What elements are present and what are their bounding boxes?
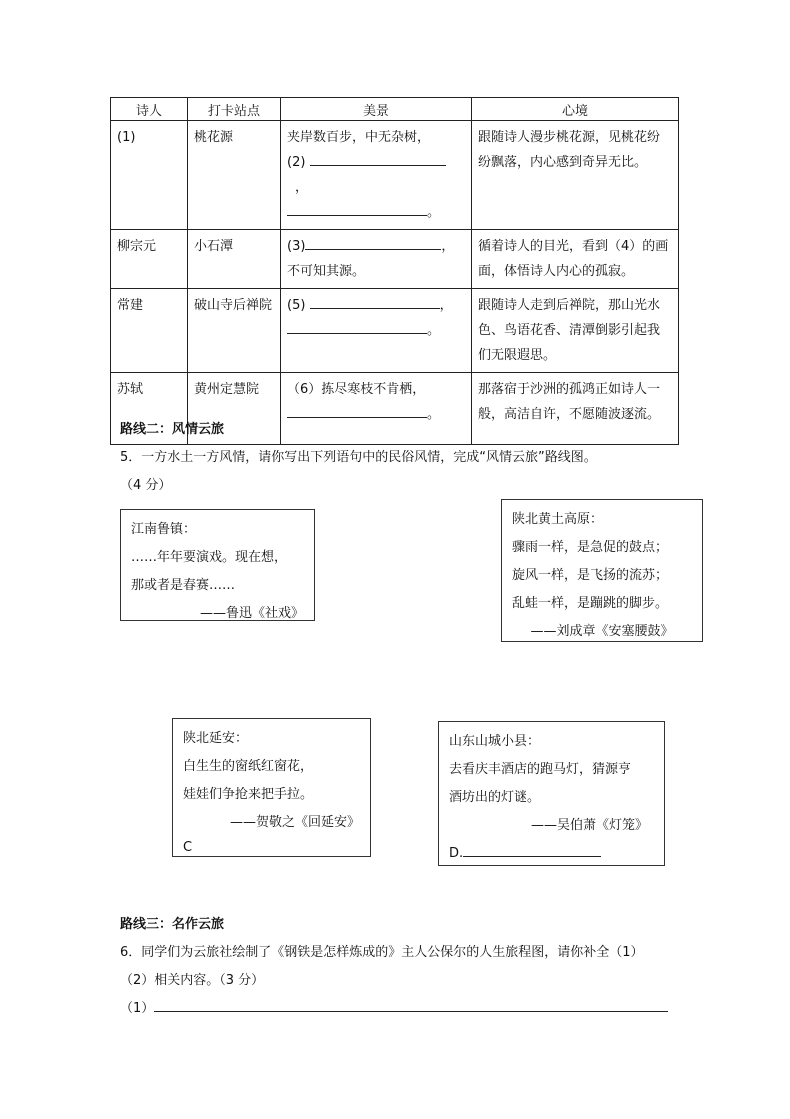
header-mood: 心境 (472, 98, 679, 121)
box-source: ——吴伯萧《灯笼》 (530, 818, 648, 833)
box-title: 陕北延安： (183, 731, 249, 746)
answer-line-1: （1） (120, 997, 668, 1016)
mood-cell: 循着诗人的目光，看到（4）的画面，体悟诗人内心的孤寂。 (478, 239, 669, 279)
site-cell: 破山寺后禅院 (194, 298, 273, 313)
answer-label-c: C (183, 840, 193, 855)
route2-title: 路线二：风情云旅 (120, 422, 225, 437)
answer-blank-3[interactable] (305, 235, 441, 250)
poet-cell: (1) (117, 130, 136, 145)
poet-cell: 柳宗元 (117, 239, 157, 254)
route3-title: 路线三：名作云旅 (120, 917, 225, 932)
table-row (111, 289, 679, 373)
box-shaanbei-plateau: 陕北黄土高原： 骤雨一样，是急促的鼓点； 旋风一样，是飞扬的流苏； 乱蛙一样，是蹦跳的脚步。 ——刘成章《安塞腰鼓》 (501, 499, 703, 642)
box-title: 陕北黄土高原： (512, 512, 604, 527)
answer-blank-5[interactable] (310, 294, 440, 309)
header-scene: 美景 (281, 98, 472, 121)
answer-label-d: D. (449, 846, 464, 861)
answer-blank-2[interactable] (310, 151, 446, 166)
answer-blank-d[interactable] (463, 842, 601, 857)
scene-cell: (3) ， 不可知其源。 (281, 230, 471, 288)
scene-cell: （6）拣尽寒枝不肯栖， 。 (287, 382, 441, 422)
scene-cell: (5) ， 。 (281, 289, 471, 347)
box-source: ——刘成章《安塞腰鼓》 (530, 624, 674, 639)
mood-cell: 跟随诗人漫步桃花源，见桃花纷纷飘落，内心感到奇异无比。 (478, 130, 661, 170)
poet-cell: 苏轼 (117, 382, 144, 397)
box-shandong: 山东山城小县： 去看庆丰酒店的跑马灯，猜源亨 酒坊出的灯谜。 ——吴伯萧《灯笼》 D. (438, 721, 665, 866)
mood-cell: 跟随诗人走到后禅院，那山光水色、鸟语花香、清潭倒影引起我们无限遐思。 (478, 298, 661, 363)
question-5-text: 5．一方水土一方风情，请你写出下列语句中的民俗风情，完成“风情云旅”路线图。 (120, 450, 597, 465)
header-site: 打卡站点 (188, 98, 281, 121)
box-source: ——鲁迅《社戏》 (199, 606, 304, 621)
answer-blank-q6-1[interactable] (154, 997, 668, 1012)
table-row (111, 121, 679, 230)
box-jiangnan: 江南鲁镇： ……年年要演戏。现在想， 那或者是春赛…… ——鲁迅《社戏》 (120, 509, 315, 621)
box-title: 江南鲁镇： (131, 522, 197, 537)
box-source: ——贺敬之《回延安》 (229, 815, 360, 830)
poet-table (110, 97, 679, 445)
question-6-text: 6．同学们为云旅社绘制了《钢铁是怎样炼成的》主人公保尔的人生旅程图，请你补全（1） (120, 945, 644, 960)
box-yanan: 陕北延安： 白生生的窗纸红窗花， 娃娃们争抢来把手拉。 ——贺敬之《回延安》 C (172, 718, 371, 857)
question-5-points: （4 分） (120, 478, 172, 493)
site-cell: 黄州定慧院 (194, 382, 260, 397)
answer-blank-6[interactable] (287, 403, 427, 418)
answer-blank-5b[interactable] (287, 319, 427, 334)
table-header-row (111, 98, 679, 121)
mood-cell: 那落宿于沙洲的孤鸿正如诗人一般，高洁自许，不愿随波逐流。 (478, 382, 661, 422)
question-6-points: （2）相关内容。（3 分） (120, 973, 265, 988)
scene-cell: 夹岸数百步，中无杂树， (2) ， 。 (281, 121, 471, 229)
site-cell: 桃花源 (194, 130, 234, 145)
site-cell: 小石潭 (194, 239, 234, 254)
table-row (111, 230, 679, 289)
box-title: 山东山城小县： (449, 734, 541, 749)
header-poet: 诗人 (111, 98, 188, 121)
poet-cell: 常建 (117, 298, 144, 313)
answer-blank-2b[interactable] (287, 201, 427, 216)
